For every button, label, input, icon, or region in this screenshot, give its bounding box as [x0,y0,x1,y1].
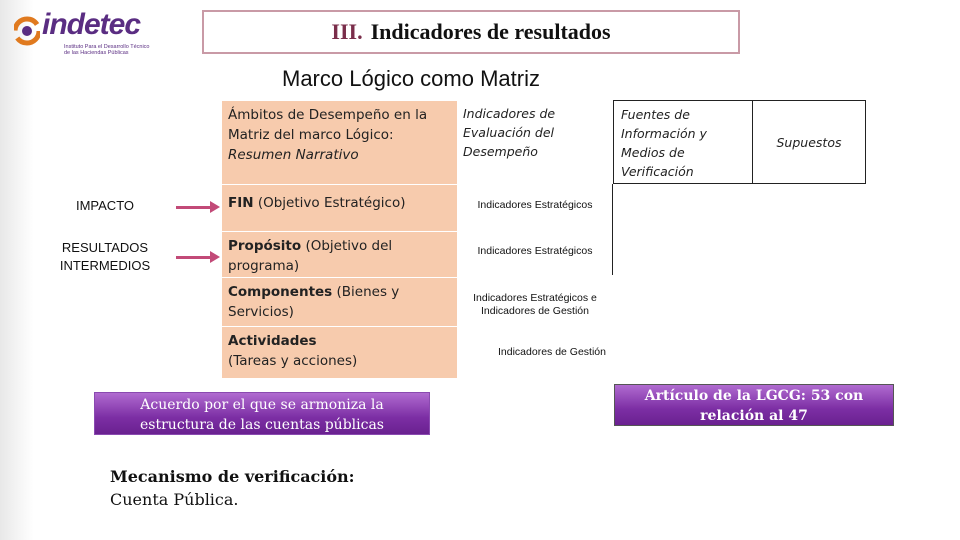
section-title: Indicadores de resultados [370,19,611,44]
header-sources: Fuentes de Información y Medios de Verificación [613,100,753,184]
header-narrative-summary: Ámbitos de Desempeño en la Matriz del marco Lógico: Resumen Narrativo [222,100,457,184]
header-assumptions: Supuestos [752,100,866,184]
row-proposito: Propósito (Objetivo del programa) [222,231,457,277]
row-componentes: Componentes (Bienes y Servicios) [222,277,457,326]
logo-wordmark: indetec [42,8,141,41]
indetec-logo [14,8,184,58]
logo-swirl-icon [14,14,40,48]
indicator-fin: Indicadores Estratégicos [477,199,593,211]
indicator-componentes: Indicadores Estratégicos e Indicadores de Gestión [473,292,597,317]
acuerdo-box: Acuerdo por el que se armoniza la estructura de las cuentas públicas [94,392,430,435]
arrow-resultados-icon [176,256,212,259]
section-number: III. [331,19,363,44]
articulo-lgcg-box: Artículo de la LGCG: 53 con relación al 47 [614,384,894,426]
matrix-subtitle: Marco Lógico como Matriz [282,66,540,91]
indicator-proposito-border [612,227,614,275]
indicator-actividades: Indicadores de Gestión [498,345,606,358]
indicator-fin-border [612,184,614,227]
left-decorative-strip [0,0,34,540]
row-actividades: Actividades (Tareas y acciones) [222,326,457,378]
indicator-proposito: Indicadores Estratégicos [477,244,593,257]
row-fin: FIN (Objetivo Estratégico) [222,184,457,231]
arrow-impacto-icon [176,206,212,209]
page-title [202,10,740,54]
header-indicators: Indicadores de Evaluación del Desempeño [463,106,556,159]
label-resultados-intermedios: RESULTADOS INTERMEDIOS [59,240,151,273]
label-impacto: IMPACTO [75,198,135,213]
logo-tagline: Instituto Para el Desarrollo Técnico de las Haciendas Públicas [64,44,150,56]
mecanismo-verificacion: Mecanismo de verificación: Cuenta Pública. [110,467,355,509]
